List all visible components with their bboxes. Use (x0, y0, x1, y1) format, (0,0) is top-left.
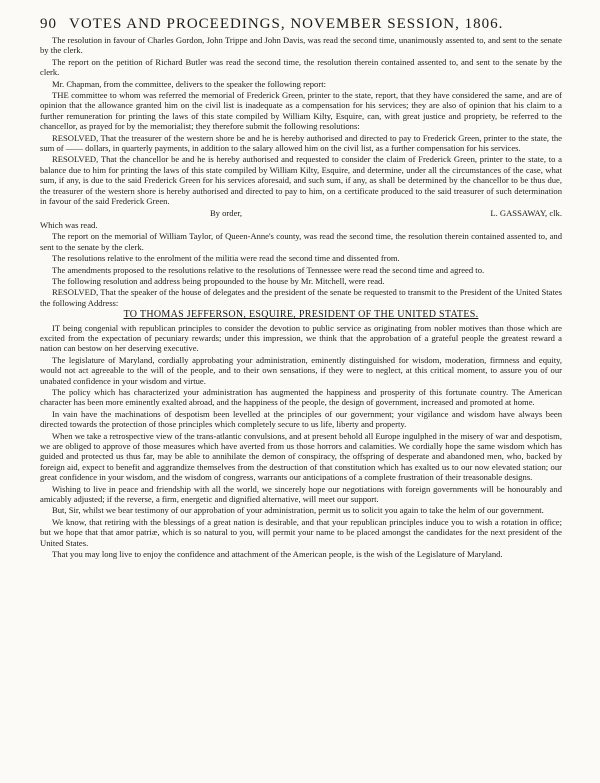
address-paragraph: IT being congenial with republican principles to consider the devotion to public service as originating from nobler motives than those which are excited from the expectation of pecuniary rewards; under this impression, we think that the approbation of a grateful people the greatest reward a nation can bestow on her deserving executive. (40, 322, 562, 354)
paragraph: The following resolution and address being propounded to the house by Mr. Mitchell, were read. (52, 275, 385, 286)
paragraph: RESOLVED, That the chancellor be and he is hereby authorised and requested to consider the claim of Frederick Green, printer to the state, to a balance due to him for printing the laws of this state compiled by William Kilty, Esquire, and determine, under all the circumstances of the case, what sum, if any, is due to the said Frederick Green for his services aforesaid, and such sum, if any, as shall be determined by the chancellor to be thus due, the treasurer of the western shore is hereby authorised and directed to pay to him, on a certificate produced to the said treasurer of such determination in favour of the said Frederick Green. (40, 154, 562, 207)
page-number: 90 (40, 16, 57, 32)
address-paragraph: The legislature of Maryland, cordially approbating your administration, eminently distinguished for wisdom, moderation, firmness and equity, would not act agreeable to the will of the people, and to their own sensations, if they were to neglect, at this critical moment, to assure you of our unabated confidence in your wisdom and virtue. (40, 354, 562, 386)
paragraph: The amendments proposed to the resolutions relative to the resolutions of Tennessee were read the second time and agreed to. (52, 264, 485, 275)
paragraph: Which was read. (40, 219, 98, 230)
running-title: VOTES AND PROCEEDINGS, NOVEMBER SESSION, 1806. (69, 16, 504, 32)
page-header (40, 16, 562, 33)
paragraph: Mr. Chapman, from the committee, delivers to the speaker the following report: (52, 78, 326, 89)
by-order: By order, (209, 207, 243, 218)
paragraph: The resolution in favour of Charles Gordon, John Trippe and John Davis, was read the second time, unanimously assented to, and sent to the senate by the clerk. (40, 35, 562, 56)
address-paragraph: Wishing to live in peace and friendship with all the world, we sincerely hope our negotiations with foreign governments will be honourably and amicably adjusted; if the reverse, a firm, energetic and dignified alternative, will meet our support. (40, 483, 562, 505)
address-paragraph: In vain have the machinations of despotism been levelled at the principles of our government; your vigilance and wisdom have always been directed towards the protection of those principles which completely secure to us life, liberty and property. (40, 408, 562, 430)
address-paragraph: That you may long live to enjoy the confidence and attachment of the American people, is the wish of the Legislature of Maryland. (52, 549, 503, 560)
paragraph: RESOLVED, That the treasurer of the western shore be and he is hereby authorised and directed to pay to Frederick Green, printer to the state, the sum of —— dollars, in quarterly payments, in addition to the salary allowed him on the civil list, as a further compensation for his services. (40, 132, 562, 154)
address-heading: TO THOMAS JEFFERSON, ESQUIRE, PRESIDENT OF THE UNITED STATES. (123, 309, 479, 321)
clerk-signature: L. GASSAWAY, clk. (490, 207, 562, 218)
paragraph: The resolutions relative to the enrolment of the militia were read the second time and dissented from. (52, 253, 400, 264)
body-text (40, 35, 562, 560)
address-paragraph: We know, that retiring with the blessings of a great nation is desirable, and that your republican principles induce you to wish a rotation in office; but we hope that that amor patriæ, which is so natural to you, will permit your name to be placed amongst the candidates for the next president of the United States. (40, 516, 562, 548)
signature-line (40, 208, 562, 218)
paragraph: The report on the petition of Richard Butler was read the second time, the resolution therein contained assented to, and sent to the senate by the clerk. (40, 56, 562, 78)
paragraph: THE committee to whom was referred the memorial of Frederick Green, printer to the state, report, that they have considered the same, and are of opinion that the allowance granted him on the civil list is inadequate as a compensation for his services; they are also of opinion that his claim to a further remuneration for printing the laws of this state compiled by William Kilty, Esquire, can, with great justice and propriety, be referred to the chancellor, as prayed for by the memorialist; they therefore submit the following resolutions: (40, 90, 562, 132)
paragraph: The report on the memorial of William Taylor, of Queen-Anne's county, was read the second time, the resolution therein contained assented to, and sent to the senate by the clerk. (40, 231, 562, 252)
paragraph: RESOLVED, That the speaker of the house of delegates and the president of the senate be requested to transmit to the President of the United States the following Address: (40, 287, 562, 308)
address-paragraph: The policy which has characterized your administration has augmented the happiness and prosperity of this fortunate country. The American character has been more eminently exalted abroad, and the happiness of the people, the design of government, increased and promoted at home. (40, 387, 562, 408)
address-paragraph: When we take a retrospective view of the trans-atlantic convulsions, and at present behold all Europe ingulphed in the misery of war and despotism, we are obliged to approve of those measures which have averted from us those horrors and calamities. We cordially hope the same wisdom which has guided and protected us thus far, may be able to annihilate the demon of conspiracy, the offspring of desperate and abandoned men, who, backed by foreign aid, expect to benefit and aggrandize themselves from the destruction of that constitution which has exalted us to our now elevated station; our great confidence in your wisdom, and the wisdom of congress, warrants our anticipations of a complete frustration of their treasonable designs. (40, 430, 562, 483)
address-paragraph: But, Sir, whilst we bear testimony of our approbation of your administration, permit us to solicit you again to take the helm of our government. (52, 505, 544, 516)
